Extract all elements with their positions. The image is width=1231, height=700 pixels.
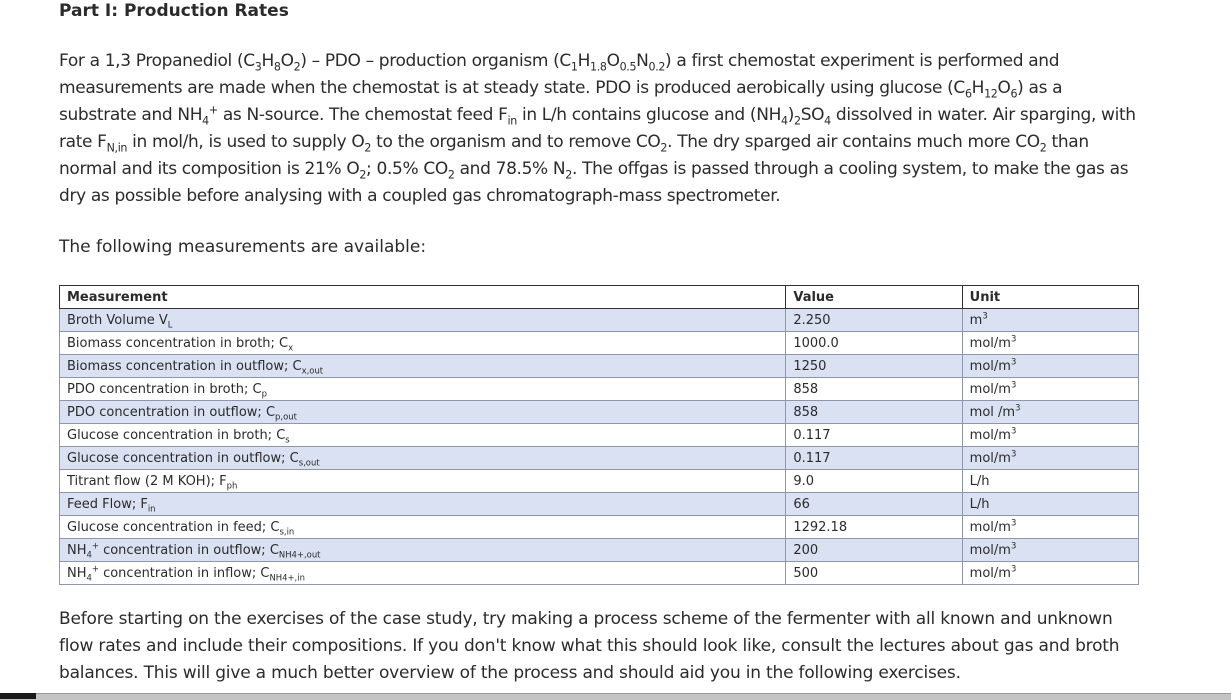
table-row: [60, 378, 1139, 401]
section-heading: Part I: Production Rates: [59, 1, 289, 21]
cell-measurement: Biomass concentration in broth; $C_x$: [60, 332, 786, 355]
cell-value: 66: [786, 493, 962, 516]
table-row: [60, 355, 1139, 378]
table-row: [60, 424, 1139, 447]
cell-value: 858: [786, 401, 962, 424]
cell-unit: mol/$m^3$: [962, 332, 1138, 355]
cell-measurement: Feed Flow; $F_{in}$: [60, 493, 786, 516]
cell-measurement: Titrant flow (2 M KOH); $F_{ph}$: [60, 470, 786, 493]
cell-measurement: Glucose concentration in broth; $C_s$: [60, 424, 786, 447]
closing-paragraph: Before starting on the exercises of the case study, try making a process scheme of the fermenter with all known and unknown flow rates and include their compositions. If you don't know what this should look like, consult the lectures about gas and broth balances. This will give a much better overview of the process and should aid you in the following exercises.: [59, 609, 1120, 683]
scrollbar-thumb[interactable]: [0, 693, 36, 699]
column-header-measurement: Measurement: [60, 286, 786, 309]
table-row: [60, 470, 1139, 493]
cell-value: 500: [786, 562, 962, 585]
column-header-value: Value: [786, 286, 962, 309]
cell-measurement: PDO concentration in broth; $C_p$: [60, 378, 786, 401]
cell-unit: L/h: [962, 470, 1138, 493]
table-body: [60, 309, 1139, 585]
cell-unit: mol/$m^3$: [962, 378, 1138, 401]
table-row: [60, 447, 1139, 470]
cell-unit: mol/$m^3$: [962, 424, 1138, 447]
table-row: [60, 309, 1139, 332]
cell-value: 858: [786, 378, 962, 401]
measurements-table: [59, 285, 1139, 585]
cell-unit: mol/$m^3$: [962, 562, 1138, 585]
cell-measurement: Broth Volume $V_L$: [60, 309, 786, 332]
table-row: [60, 562, 1139, 585]
cell-unit: $m^3$: [962, 309, 1138, 332]
cell-value: 0.117: [786, 424, 962, 447]
cell-measurement: $NH_4^+$ concentration in outflow; $C_{NH4+,out}$: [60, 539, 786, 562]
table-header-row: [60, 286, 1139, 309]
cell-value: 1000.0: [786, 332, 962, 355]
table-row: [60, 401, 1139, 424]
table-row: [60, 539, 1139, 562]
cell-value: 1292.18: [786, 516, 962, 539]
cell-unit: mol/$m^3$: [962, 516, 1138, 539]
cell-unit: mol $/m^3$: [962, 401, 1138, 424]
table-row: [60, 493, 1139, 516]
cell-measurement: Biomass concentration in outflow; $C_{x,out}$: [60, 355, 786, 378]
cell-value: 1250: [786, 355, 962, 378]
cell-measurement: Glucose concentration in feed; $C_{s,in}$: [60, 516, 786, 539]
cell-unit: mol/$m^3$: [962, 447, 1138, 470]
cell-measurement: Glucose concentration in outflow; $C_{s,out}$: [60, 447, 786, 470]
cell-unit: L/h: [962, 493, 1138, 516]
cell-value: 200: [786, 539, 962, 562]
cell-value: 9.0: [786, 470, 962, 493]
cell-value: 2.250: [786, 309, 962, 332]
cell-measurement: PDO concentration in outflow; $C_{p,out}$: [60, 401, 786, 424]
intro-paragraph: For a 1,3 Propanediol $(C_3H_8O_2)$ – PDO – production organism $(C_1H_{1.8}O_{0.5}N_{0.2})$ a first chemostat experiment is performed and measurements are made when the chemostat is at steady state. PDO is produced aerobically using glucose $(C_6H_{12}O_6)$ as a substrate and $NH_4^+$ as N-source. The chemostat feed $F_{in}$ in L/h contains glucose and $(NH_4)_2SO_4$ dissolved in water. Air sparging, with rate $F_{N,in}$ in mol/h, is used to supply $O_2$ to the organism and to remove $CO_2$. The dry sparged air contains much more $CO_2$ than normal and its composition is 21% $O_2$; 0.5% $CO_2$ and 78.5% $N_2$. The offgas is passed through a cooling system, to make the gas as dry as possible before analysing with a coupled gas chromatograph-mass spectrometer.: [59, 51, 1136, 206]
column-header-unit: Unit: [962, 286, 1138, 309]
cell-value: 0.117: [786, 447, 962, 470]
cell-unit: mol/$m^3$: [962, 539, 1138, 562]
table-row: [60, 516, 1139, 539]
measurements-intro: The following measurements are available:: [59, 237, 427, 257]
table-row: [60, 332, 1139, 355]
cell-unit: mol/$m^3$: [962, 355, 1138, 378]
cell-measurement: $NH_4^+$ concentration in inflow; $C_{NH4+,in}$: [60, 562, 786, 585]
